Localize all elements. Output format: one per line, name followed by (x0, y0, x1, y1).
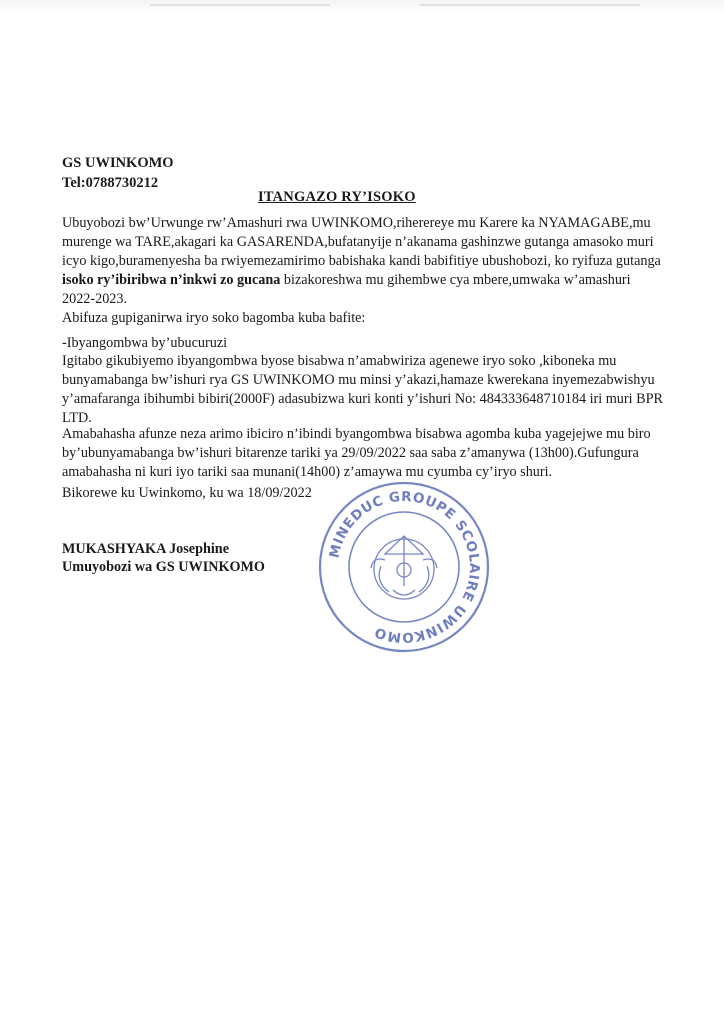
paragraph-tender-document (62, 352, 663, 428)
text-line: Amabahasha afunze neza arimo ibiciro n’ibindi byangombwa bisabwa agomba kuba yagejejwe mu biro (62, 426, 651, 442)
school-name: GS UWINKOMO (62, 155, 174, 171)
text-line (62, 271, 654, 290)
text-line: 2022-2023. (62, 291, 128, 307)
scan-mark (150, 4, 330, 6)
signer-role: Umuyobozi wa GS UWINKOMO (62, 559, 265, 575)
tender-subject: isoko ry’ibiribwa n’inkwi zo gucana (62, 272, 281, 288)
date-line: Bikorewe ku Uwinkomo, ku wa 18/09/2022 (62, 485, 312, 501)
text-line: Ubuyobozi bw’Urwunge rw’Amashuri rwa UWINKOMO,riherereye mu Karere ka NYAMAGABE,mu (62, 215, 651, 231)
paragraph-announcement (62, 214, 661, 309)
scan-mark (420, 4, 640, 6)
paragraph-requirements-intro: Abifuza gupiganirwa iryo soko bagomba kuba bafite: (62, 310, 366, 326)
coat-of-arms-icon (371, 536, 437, 599)
text-line: bunyamabanga bw’ishuri rya GS UWINKOMO mu minsi y’akazi,hamaze kwerekana inyemezabwishyu (62, 372, 655, 388)
paragraph-requirement-item: -Ibyangombwa by’ubucuruzi (62, 335, 228, 351)
text-line: amabahasha ni kuri iyo tariki saa munani(14h00) z’amaywa mu cyumba cy’iryo shuri. (62, 464, 553, 480)
scan-top-edge (0, 0, 724, 14)
signer-name: MUKASHYAKA Josephine (62, 541, 229, 557)
text-line-rest: bizakoreshwa mu gihembwe cya mbere,umwaka w’amashuri (280, 272, 631, 288)
paragraph-submission (62, 425, 654, 482)
document-title: ITANGAZO RY’ISOKO (258, 189, 416, 205)
school-stamp (315, 478, 493, 656)
text-line: y’amafaranga ibihumbi bibiri(2000F) adasubizwa kuri konti y’ishuri No: 484333648710184 iri muri BPR (62, 391, 663, 407)
text-line: by’ubunyamabanga bw’ishuri bitarenze tariki ya 29/09/2022 saa saba z’amanywa (13h00).Gufungura (62, 445, 639, 461)
text-line: icyo kigo,buramenyesha ba rwiyemezamirimo babishaka kandi babifitiye ubushobozi, ko ryifuza gutanga (62, 253, 661, 269)
text-line: LTD. (62, 410, 92, 426)
text-line: Igitabo gikubiyemo ibyangombwa byose bisabwa n’amabwiriza agenewe iryo soko ,kiboneka mu (62, 353, 617, 369)
stamp-ring-text: MINEDUC GROUPE SCOLAIRE UWINKOMO (326, 488, 483, 646)
school-telephone: Tel:0788730212 (62, 175, 159, 191)
text-line: murenge wa TARE,akagari ka GASARENDA,bufatanyije n’akanama gashinzwe gutanga amasoko muri (62, 234, 654, 250)
